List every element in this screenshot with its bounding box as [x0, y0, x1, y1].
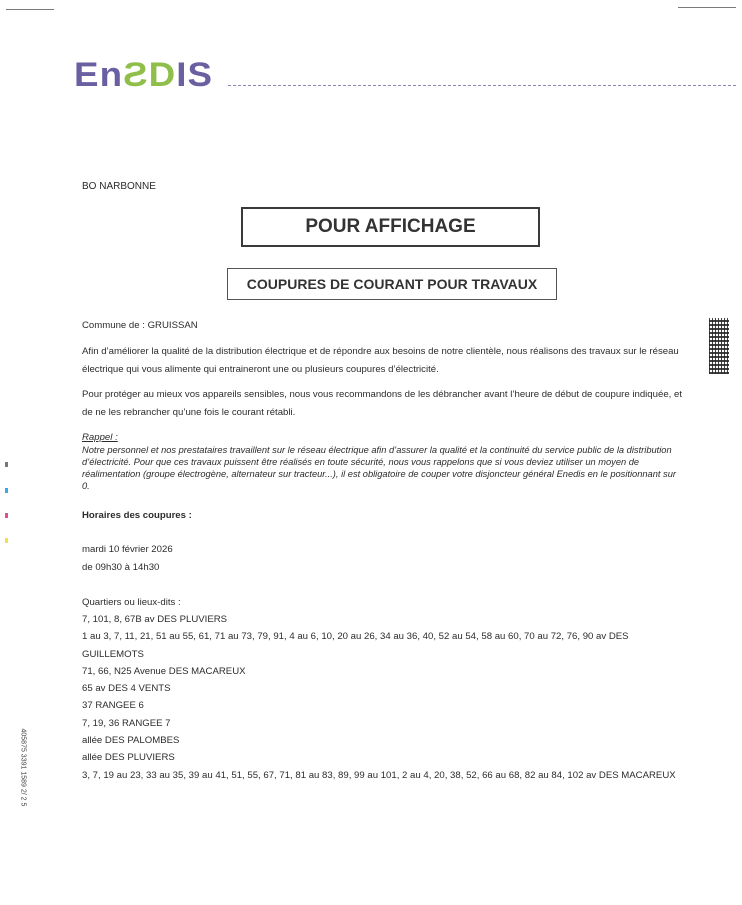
quartiers-title: Quartiers ou lieux-dits :	[82, 597, 181, 608]
intro-paragraph: Afin d’améliorer la qualité de la distribution électrique et de répondre aux besoins de notre clientèle, nous réalisons des travaux sur le réseau électrique qui vous alimente qui entraineront une ou plusieurs coupures d’électricité.	[82, 346, 679, 375]
list-item: 65 av DES 4 VENTS	[82, 683, 171, 695]
list-item: allée DES PALOMBES	[82, 735, 180, 747]
list-item: 3, 7, 19 au 23, 33 au 35, 39 au 41, 51, 55, 67, 71, 81 au 83, 89, 99 au 101, 2 au 4, 20, 38, 52, 66 au 68, 82 au 84, 102 av DES MACAREUX	[82, 769, 676, 781]
barcode-icon	[709, 318, 729, 374]
office-label: BO NARBONNE	[82, 181, 156, 192]
subtitle-box: COUPURES DE COURANT POUR TRAVAUX	[227, 268, 557, 300]
outage-date: mardi 10 février 2026	[82, 544, 173, 555]
quartiers-list	[82, 611, 682, 784]
advice-paragraph: Pour protéger au mieux vos appareils sensibles, nous vous recommandons de les débrancher avant l’heure de début de coupure indiquée, et de ne les rebrancher qu’une fois le courant rétabli.	[82, 389, 682, 418]
outage-hours: de 09h30 à 14h30	[82, 562, 160, 573]
rappel-body: Notre personnel et nos prestataires travaillent sur le réseau électrique afin d’assurer la qualité et la continuité du service public de la distribution d’électricité. Pour que ces travaux puissent être réalisés en toute sécurité, nous vous rappelons que si vous deviez utiliser un moyen de réalimentation (groupe électrogène, alternateur sur tracteur...), il est obligatoire de couper votre disjoncteur général Enedis en le positionnant sur 0.	[82, 445, 676, 491]
list-item: 7, 19, 36 RANGEE 7	[82, 717, 171, 729]
print-mark-yellow	[5, 538, 8, 543]
scan-line-left	[6, 9, 54, 10]
commune-line: Commune de : GRUISSAN	[82, 320, 198, 331]
title-box: POUR AFFICHAGE	[241, 207, 540, 247]
list-item: 7, 101, 8, 67B av DES PLUVIERS	[82, 614, 228, 625]
side-code: 405875 3391 1589 2/ 2 5	[19, 728, 27, 807]
header-rule	[228, 85, 736, 86]
print-mark-magenta	[5, 513, 8, 518]
list-item: allée DES PLUVIERS	[82, 752, 175, 764]
print-mark-cyan	[5, 488, 8, 493]
print-mark-gray	[5, 462, 8, 467]
logo-part-3: IS	[176, 56, 214, 94]
list-item: 1 au 3, 7, 11, 21, 51 au 55, 61, 71 au 73, 79, 91, 4 au 6, 10, 20 au 26, 34 au 36, 40, 52 au 54, 58 au 60, 70 au 72, 76, 90 av DES GUILLEMOTS	[82, 631, 629, 660]
horaires-title: Horaires des coupures :	[82, 510, 192, 521]
list-item: 71, 66, N25 Avenue DES MACAREUX	[82, 665, 246, 677]
logo-part-1: En	[74, 56, 124, 94]
scan-line-right	[678, 7, 736, 8]
enedis-logo	[74, 58, 213, 92]
rappel-title: Rappel :	[82, 432, 118, 443]
logo-part-2: ƧD	[123, 56, 177, 94]
list-item: 37 RANGEE 6	[82, 700, 144, 712]
